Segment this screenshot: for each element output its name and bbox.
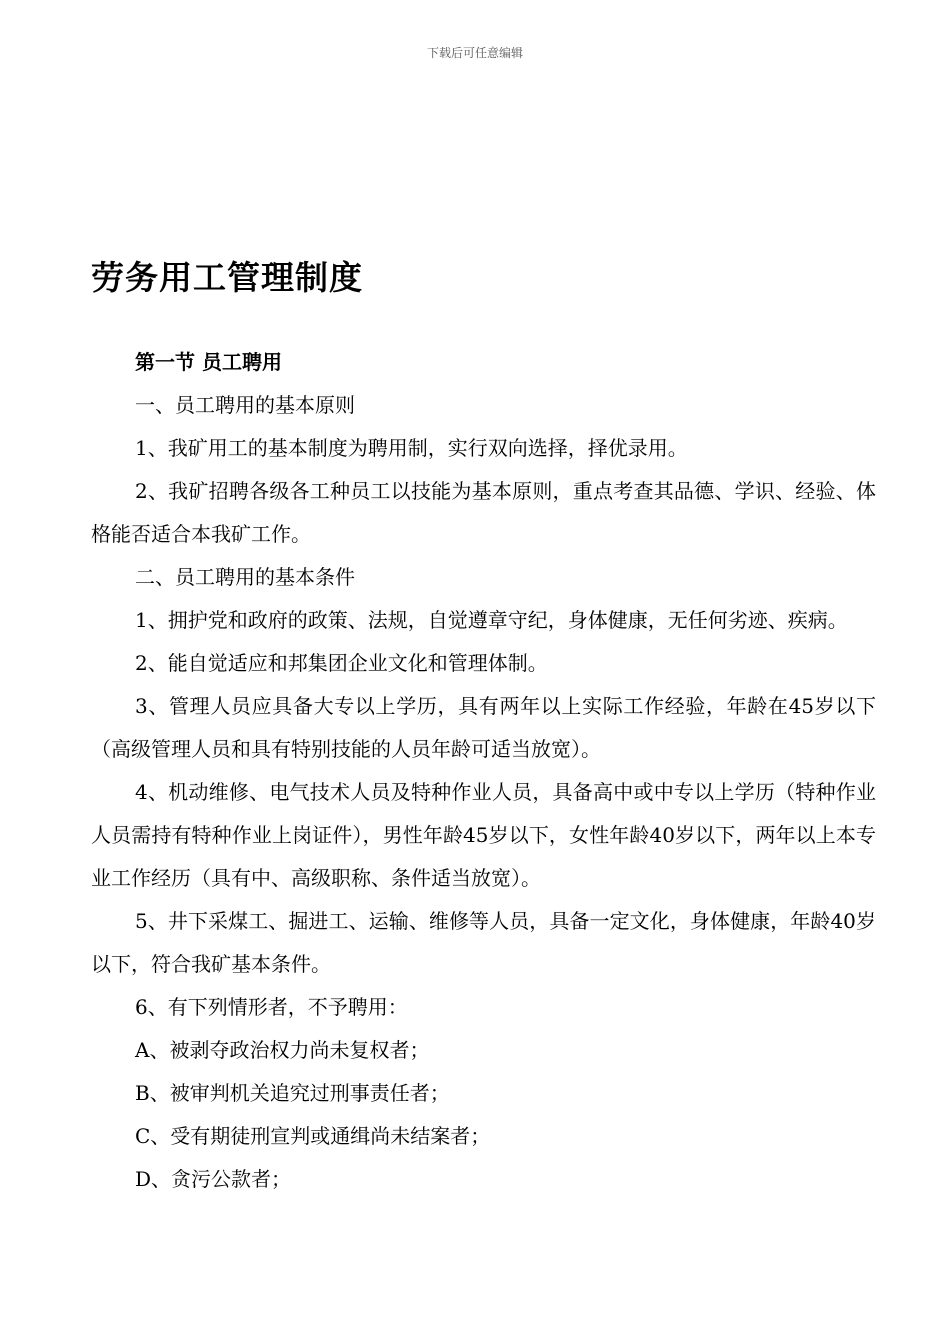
document-body — [91, 341, 876, 1201]
paragraph: 一、员工聘用的基本原则 — [135, 393, 355, 417]
paragraph: B、被审判机关追究过刑事责任者； — [135, 1081, 450, 1105]
paragraph: 二、员工聘用的基本条件 — [135, 565, 355, 589]
paragraph: D、贪污公款者； — [135, 1167, 292, 1191]
paragraph: A、被剥夺政治权力尚未复权者； — [135, 1038, 430, 1062]
document-title: 劳务用工管理制度 — [91, 258, 363, 297]
paragraph: 4、机动维修、电气技术人员及特种作业人员，具备高中或中专以上学历（特种作业人员需持有特种作业上岗证件），男性年龄45岁以下，女性年龄40岁以下，两年以上本专业工作经历（具有中、高级职称、条件适当放宽）。 — [91, 780, 876, 890]
paragraph: 5、井下采煤工、掘进工、运输、维修等人员，具备一定文化，身体健康，年龄40岁以下，符合我矿基本条件。 — [91, 909, 876, 976]
paragraph: 6、有下列情形者，不予聘用： — [135, 995, 408, 1019]
paragraph: 1、我矿用工的基本制度为聘用制，实行双向选择，择优录用。 — [135, 436, 688, 460]
paragraph: 2、我矿招聘各级各工种员工以技能为基本原则，重点考查其品德、学识、经验、体格能否适合本我矿工作。 — [91, 479, 876, 546]
paragraph: 1、拥护党和政府的政策、法规，自觉遵章守纪，身体健康，无任何劣迹、疾病。 — [135, 608, 848, 632]
page-header-note: 下载后可任意编辑 — [426, 46, 523, 60]
paragraph: 2、能自觉适应和邦集团企业文化和管理体制。 — [135, 651, 548, 675]
section-heading: 第一节 员工聘用 — [135, 350, 282, 374]
paragraph: 3、管理人员应具备大专以上学历，具有两年以上实际工作经验，年龄在45岁以下（高级管理人员和具有特别技能的人员年龄可适当放宽）。 — [91, 694, 876, 761]
paragraph: C、受有期徒刑宣判或通缉尚未结案者； — [135, 1124, 491, 1148]
